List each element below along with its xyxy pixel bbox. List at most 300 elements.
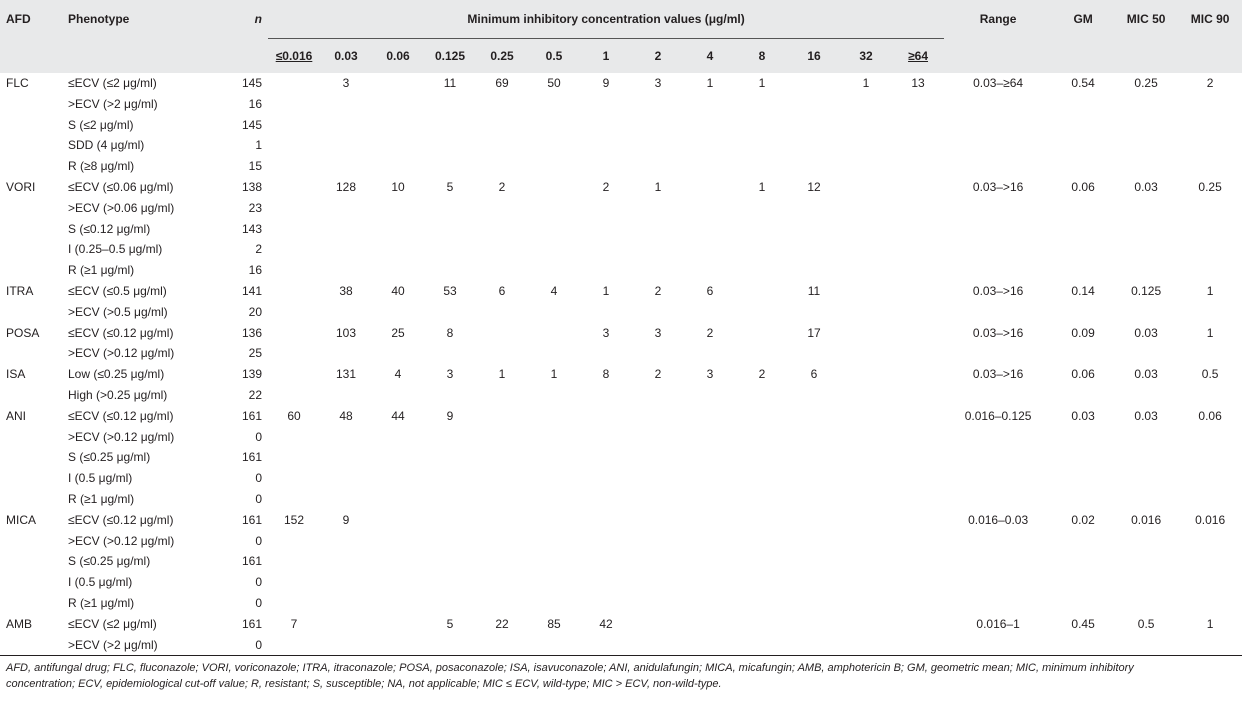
cell-mic [788,635,840,656]
cell-gm [1052,531,1114,552]
cell-mic [424,489,476,510]
cell-mic50: 0.03 [1134,367,1158,382]
cell-mic50 [1114,343,1178,364]
cell-afd [0,385,62,406]
cell-mic [788,115,840,136]
cell-mic: 1 [602,283,610,298]
cell-afd: MICA [6,512,36,527]
cell-mic90 [1178,156,1242,177]
cell-mic [632,572,684,593]
cell-mic [684,177,736,198]
cell-phenotype: S (≤0.12 μg/ml) [68,221,151,236]
cell-mic90 [1178,239,1242,260]
cell-mic [736,489,788,510]
cell-gm [1052,219,1114,240]
cell-n: 161 [241,512,262,527]
cell-gm: 0.06 [1071,179,1095,194]
cell-mic [528,510,580,531]
cell-mic [840,135,892,156]
cell-phenotype: >ECV (>0.12 μg/ml) [68,533,175,548]
cell-range: 0.03–>16 [972,283,1024,298]
cell-mic [892,219,944,240]
cell-mic [736,406,788,427]
cell-mic: 11 [443,76,457,90]
cell-mic [632,385,684,406]
cell-n: 161 [241,616,262,631]
cell-afd: AMB [6,616,33,631]
cell-mic [476,468,528,489]
cell-mic: 6 [810,367,818,382]
cell-mic [528,239,580,260]
cell-gm [1052,115,1114,136]
cell-n: 20 [248,304,262,319]
cell-mic: 60 [287,408,301,423]
cell-afd [0,115,62,136]
cell-mic [788,468,840,489]
cell-mic [268,489,320,510]
cell-mic [736,156,788,177]
cell-mic90 [1178,489,1242,510]
cell-afd: ITRA [6,283,34,298]
cell-mic50 [1114,94,1178,115]
cell-afd [0,135,62,156]
cell-mic [684,572,736,593]
cell-mic [476,302,528,323]
cell-phenotype: R (≥8 μg/ml) [68,159,135,174]
cell-mic [372,302,424,323]
header-spacer [944,39,1052,74]
cell-mic [684,593,736,614]
cell-mic90 [1178,115,1242,136]
cell-mic [736,427,788,448]
cell-mic [268,239,320,260]
cell-mic [528,177,580,198]
cell-mic [580,343,632,364]
cell-n: 161 [241,408,262,423]
cell-afd [0,343,62,364]
cell-n: 16 [248,96,262,111]
cell-mic [892,447,944,468]
cell-mic: 3 [446,367,454,382]
cell-mic [892,531,944,552]
cell-phenotype: High (>0.25 μg/ml) [68,387,168,402]
cell-mic [424,115,476,136]
cell-mic90: 0.5 [1201,367,1219,382]
cell-gm: 0.14 [1071,283,1095,298]
cell-mic [892,427,944,448]
cell-mic [268,385,320,406]
cell-mic50: 0.5 [1137,616,1155,631]
cell-mic [580,489,632,510]
table-row [0,364,1242,385]
cell-afd: POSA [6,325,40,340]
cell-afd [0,489,62,510]
cell-mic [736,510,788,531]
cell-mic [372,156,424,177]
cell-mic90 [1178,385,1242,406]
cell-mic [320,385,372,406]
cell-mic50 [1114,572,1178,593]
cell-mic90 [1178,260,1242,281]
cell-mic [372,510,424,531]
cell-mic [684,489,736,510]
cell-mic [684,94,736,115]
cell-mic90 [1178,635,1242,656]
cell-mic [840,489,892,510]
cell-mic [424,427,476,448]
cell-mic [528,302,580,323]
cell-phenotype: I (0.25–0.5 μg/ml) [68,242,163,257]
cell-mic90 [1178,593,1242,614]
cell-mic [580,302,632,323]
cell-gm [1052,260,1114,281]
cell-mic [788,427,840,448]
cell-mic90 [1178,531,1242,552]
table-row [0,94,1242,115]
cell-gm: 0.09 [1071,325,1095,340]
table-row [0,468,1242,489]
cell-mic [788,219,840,240]
cell-range [944,260,1052,281]
cell-afd [0,156,62,177]
cell-mic [892,135,944,156]
cell-phenotype: R (≥1 μg/ml) [68,263,135,278]
cell-mic [528,572,580,593]
cell-mic [268,156,320,177]
cell-mic [736,572,788,593]
cell-mic [268,551,320,572]
cell-phenotype: I (0.5 μg/ml) [68,575,133,590]
cell-n: 143 [241,221,262,236]
cell-mic [892,551,944,572]
cell-n: 1 [255,138,262,153]
cell-range [944,94,1052,115]
cell-range: 0.03–≥64 [973,76,1024,90]
cell-mic [580,385,632,406]
header-conc: 0.125 [434,49,466,63]
cell-mic [736,302,788,323]
cell-mic [580,260,632,281]
cell-gm: 0.06 [1071,367,1095,382]
cell-mic [476,385,528,406]
cell-mic [736,343,788,364]
cell-mic50 [1114,531,1178,552]
cell-mic: 1 [862,76,870,90]
cell-mic90: 0.25 [1198,179,1222,194]
cell-mic [372,385,424,406]
cell-mic: 10 [391,179,405,194]
cell-mic [736,219,788,240]
cell-mic [580,593,632,614]
cell-mic [892,156,944,177]
cell-range: 0.016–0.125 [964,408,1032,423]
cell-n: 145 [241,117,262,132]
cell-mic [320,343,372,364]
header-n: n [254,12,262,27]
cell-mic [528,385,580,406]
cell-range [944,468,1052,489]
cell-phenotype: ≤ECV (≤2 μg/ml) [68,76,157,90]
cell-mic: 9 [446,408,454,423]
cell-mic [892,406,944,427]
cell-mic: 9 [602,76,610,90]
cell-afd: ANI [6,408,27,423]
cell-range [944,489,1052,510]
cell-mic [424,468,476,489]
cell-gm [1052,156,1114,177]
cell-n: 136 [241,325,262,340]
cell-mic [372,468,424,489]
cell-mic: 40 [391,283,405,298]
cell-mic [788,198,840,219]
cell-mic [476,447,528,468]
cell-gm [1052,239,1114,260]
cell-mic [840,115,892,136]
cell-mic90: 2 [1206,76,1214,90]
cell-mic [892,323,944,344]
header-mic-group: Minimum inhibitory concentration values (μg/ml) [268,0,944,39]
header-gm: GM [1073,12,1093,27]
cell-mic [320,156,372,177]
cell-mic50 [1114,260,1178,281]
header-mic50: MIC 50 [1126,12,1166,27]
cell-gm [1052,385,1114,406]
cell-mic [892,115,944,136]
cell-mic: 53 [443,283,457,298]
cell-mic [528,468,580,489]
cell-n: 139 [241,367,262,382]
table-row [0,135,1242,156]
cell-mic [736,635,788,656]
cell-mic [840,323,892,344]
header-row-1 [0,0,1242,39]
cell-mic [580,198,632,219]
cell-mic [788,510,840,531]
cell-mic [268,177,320,198]
cell-mic [424,635,476,656]
cell-mic [684,635,736,656]
cell-mic [372,635,424,656]
cell-mic90 [1178,468,1242,489]
cell-mic [476,551,528,572]
cell-mic [268,364,320,385]
cell-mic [372,447,424,468]
cell-mic [268,468,320,489]
cell-mic [320,219,372,240]
cell-mic50 [1114,635,1178,656]
cell-mic [840,447,892,468]
cell-afd: VORI [6,179,36,194]
header-mic90: MIC 90 [1190,12,1230,27]
cell-mic [632,156,684,177]
cell-n: 0 [255,491,262,506]
cell-mic: 25 [391,325,405,340]
cell-mic [632,468,684,489]
cell-mic: 13 [911,76,925,90]
table-header [0,0,1242,73]
cell-mic [528,447,580,468]
cell-mic90 [1178,572,1242,593]
table-row [0,198,1242,219]
cell-mic [528,593,580,614]
cell-mic [424,94,476,115]
cell-mic: 5 [446,616,454,631]
cell-mic [892,281,944,302]
cell-mic [372,427,424,448]
cell-mic [684,115,736,136]
cell-mic [320,115,372,136]
cell-mic [476,635,528,656]
table-row [0,447,1242,468]
cell-mic90 [1178,343,1242,364]
cell-mic [892,572,944,593]
cell-mic [580,239,632,260]
cell-mic [268,427,320,448]
cell-n: 0 [255,533,262,548]
cell-mic [580,468,632,489]
cell-mic [788,135,840,156]
header-conc: 0.25 [490,49,514,63]
cell-mic: 50 [547,76,561,90]
cell-mic [372,614,424,635]
table-row [0,551,1242,572]
cell-n: 141 [241,283,262,298]
header-conc: 0.5 [545,49,563,63]
cell-mic [788,531,840,552]
cell-afd [0,302,62,323]
table-row [0,115,1242,136]
cell-mic [424,572,476,593]
cell-mic [320,614,372,635]
cell-mic [632,531,684,552]
cell-mic [580,115,632,136]
cell-mic: 3 [654,325,662,340]
cell-afd: ISA [6,367,26,382]
cell-mic [528,260,580,281]
table-row [0,260,1242,281]
cell-mic: 4 [394,367,402,382]
cell-mic [580,531,632,552]
cell-mic50: 0.03 [1134,408,1158,423]
cell-mic [736,531,788,552]
cell-gm [1052,551,1114,572]
cell-mic [424,219,476,240]
table-row [0,73,1242,94]
cell-mic: 1 [498,367,506,382]
cell-mic90: 1 [1206,283,1214,298]
cell-mic [684,343,736,364]
cell-mic [840,635,892,656]
cell-mic [736,551,788,572]
cell-mic [840,551,892,572]
cell-mic [580,572,632,593]
cell-mic [684,531,736,552]
cell-mic [580,427,632,448]
cell-mic [320,302,372,323]
table-row [0,489,1242,510]
cell-mic [840,198,892,219]
cell-mic [632,551,684,572]
cell-afd [0,572,62,593]
cell-mic [528,635,580,656]
cell-mic [632,635,684,656]
cell-gm [1052,635,1114,656]
cell-mic50 [1114,198,1178,219]
cell-n: 2 [255,242,262,257]
cell-range [944,385,1052,406]
cell-mic [528,219,580,240]
cell-phenotype: SDD (4 μg/ml) [68,138,145,153]
cell-mic [372,489,424,510]
cell-mic: 2 [498,179,506,194]
cell-mic [788,385,840,406]
cell-mic [840,156,892,177]
cell-afd [0,427,62,448]
cell-mic50 [1114,219,1178,240]
cell-mic: 69 [495,76,509,90]
cell-mic [268,135,320,156]
cell-mic [632,198,684,219]
cell-mic90 [1178,427,1242,448]
cell-mic [528,94,580,115]
header-conc: ≥64 [908,49,929,63]
cell-n: 161 [241,554,262,569]
cell-mic [892,635,944,656]
cell-mic [320,593,372,614]
cell-n: 0 [255,429,262,444]
cell-mic [684,406,736,427]
cell-afd [0,551,62,572]
cell-n: 0 [210,635,268,656]
cell-mic [268,531,320,552]
header-spacer [1052,39,1114,74]
cell-range: 0.03–>16 [972,367,1024,382]
cell-mic50 [1114,239,1178,260]
cell-mic [372,198,424,219]
cell-mic [632,510,684,531]
cell-mic [268,635,320,656]
cell-range [944,156,1052,177]
cell-mic: 131 [335,367,357,382]
cell-mic: 22 [495,616,509,631]
header-spacer [1178,39,1242,74]
table-row [0,385,1242,406]
cell-mic [372,343,424,364]
cell-mic [424,531,476,552]
cell-mic50: 0.016 [1131,512,1162,527]
cell-mic [268,260,320,281]
cell-mic50: 0.25 [1134,76,1158,90]
cell-mic [788,343,840,364]
cell-mic [892,468,944,489]
cell-gm [1052,302,1114,323]
cell-mic [840,510,892,531]
cell-mic [840,94,892,115]
cell-gm: 0.54 [1071,76,1095,90]
cell-phenotype: R (≥1 μg/ml) [68,491,135,506]
cell-phenotype: >ECV (>0.5 μg/ml) [68,304,168,319]
cell-mic [424,551,476,572]
cell-mic [892,239,944,260]
cell-mic [892,302,944,323]
cell-mic [320,239,372,260]
cell-mic [684,468,736,489]
table-row [0,427,1242,448]
cell-mic: 8 [602,367,610,382]
cell-mic [476,198,528,219]
header-row-2 [0,39,1242,74]
cell-mic: 152 [283,512,305,527]
